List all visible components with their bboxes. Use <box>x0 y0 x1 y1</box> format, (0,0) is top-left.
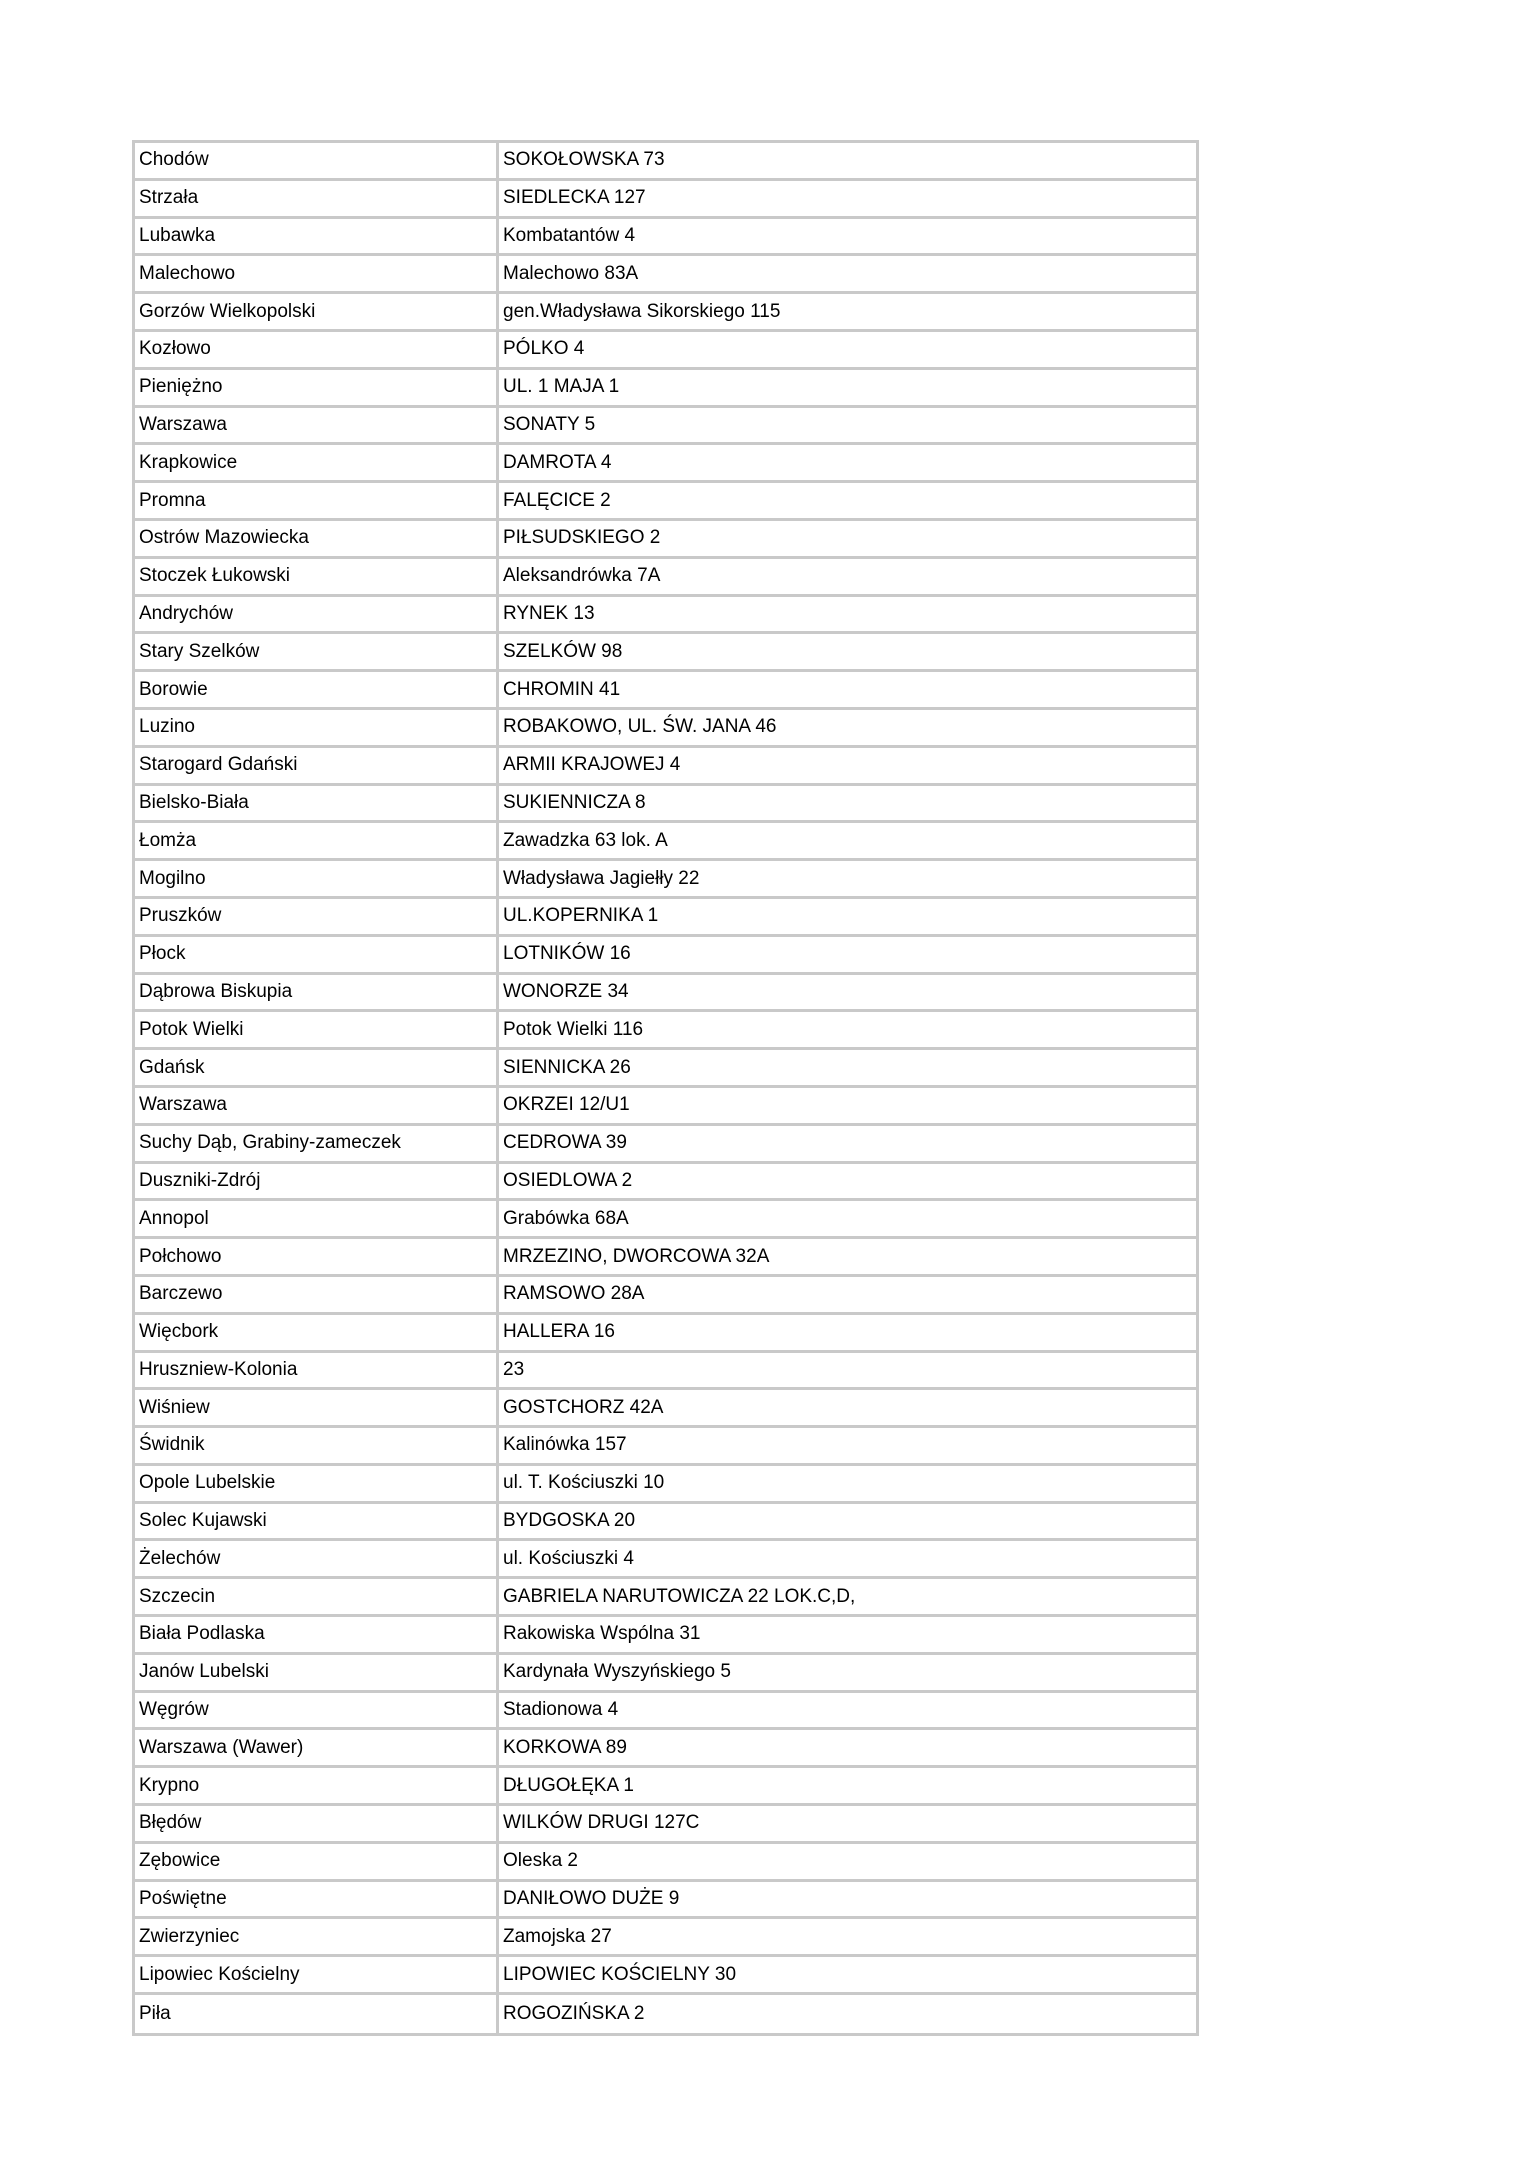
table-row <box>135 748 1196 786</box>
city-cell: Malechowo <box>135 256 499 291</box>
city-cell: Kozłowo <box>135 332 499 367</box>
table-row <box>135 1164 1196 1202</box>
table-row <box>135 975 1196 1013</box>
table-row <box>135 1428 1196 1466</box>
address-cell: gen.Władysława Sikorskiego 115 <box>503 300 781 322</box>
table-row <box>135 483 1196 521</box>
city-cell: Bielsko-Biała <box>135 786 499 821</box>
address-cell: SOKOŁOWSKA 73 <box>503 149 665 171</box>
city-cell: Więcbork <box>135 1315 499 1350</box>
city-cell: Zwierzyniec <box>135 1919 499 1954</box>
address-cell: Oleska 2 <box>503 1850 578 1872</box>
city-cell: Gdańsk <box>135 1050 499 1085</box>
address-cell: OKRZEI 12/U1 <box>503 1094 630 1116</box>
address-cell: RAMSOWO 28A <box>503 1283 645 1305</box>
table-row <box>135 1504 1196 1542</box>
address-cell: RYNEK 13 <box>503 602 595 624</box>
address-cell: Grabówka 68A <box>503 1207 629 1229</box>
city-cell: Janów Lubelski <box>135 1655 499 1690</box>
table-row <box>135 1693 1196 1731</box>
address-cell: LIPOWIEC KOŚCIELNY 30 <box>503 1963 737 1985</box>
city-cell: Warszawa <box>135 408 499 443</box>
address-cell: CEDROWA 39 <box>503 1132 627 1154</box>
city-cell: Andrychów <box>135 597 499 632</box>
address-cell: PÓLKO 4 <box>503 338 585 360</box>
address-cell: WILKÓW DRUGI 127C <box>503 1812 700 1834</box>
city-cell: Hruszniew-Kolonia <box>135 1353 499 1388</box>
address-cell: ul. Kościuszki 4 <box>503 1547 634 1569</box>
address-cell: SUKIENNICZA 8 <box>503 791 646 813</box>
city-cell: Szczecin <box>135 1579 499 1614</box>
address-cell: Kardynała Wyszyńskiego 5 <box>503 1661 731 1683</box>
address-cell: Władysława Jagiełły 22 <box>503 867 700 889</box>
city-cell: Luzino <box>135 710 499 745</box>
city-cell: Ostrów Mazowiecka <box>135 521 499 556</box>
city-cell: Gorzów Wielkopolski <box>135 294 499 329</box>
address-cell: KORKOWA 89 <box>503 1736 627 1758</box>
table-row <box>135 219 1196 257</box>
city-cell: Warszawa (Wawer) <box>135 1730 499 1765</box>
table-row <box>135 1655 1196 1693</box>
address-cell: DANIŁOWO DUŻE 9 <box>503 1888 680 1910</box>
city-cell: Annopol <box>135 1201 499 1236</box>
address-cell: SONATY 5 <box>503 413 596 435</box>
address-cell: OSIEDLOWA 2 <box>503 1169 633 1191</box>
address-cell: SZELKÓW 98 <box>503 640 623 662</box>
city-cell: Błędów <box>135 1806 499 1841</box>
table-row <box>135 1012 1196 1050</box>
address-cell: FALĘCICE 2 <box>503 489 611 511</box>
address-cell: DAMROTA 4 <box>503 451 612 473</box>
address-cell: GOSTCHORZ 42A <box>503 1396 664 1418</box>
city-cell: Warszawa <box>135 1088 499 1123</box>
table-row <box>135 1806 1196 1844</box>
table-row <box>135 823 1196 861</box>
city-cell: Krapkowice <box>135 445 499 480</box>
table-row <box>135 1239 1196 1277</box>
city-cell: Chodów <box>135 143 499 178</box>
table-row <box>135 1768 1196 1806</box>
city-cell: Starogard Gdański <box>135 748 499 783</box>
address-cell: Kombatantów 4 <box>503 224 636 246</box>
table-row <box>135 408 1196 446</box>
table-row <box>135 294 1196 332</box>
table-row <box>135 1882 1196 1920</box>
table-row <box>135 1541 1196 1579</box>
table-row <box>135 1315 1196 1353</box>
address-cell: Zawadzka 63 lok. A <box>503 829 668 851</box>
city-cell: Poświętne <box>135 1882 499 1917</box>
city-cell: Strzała <box>135 181 499 216</box>
city-cell: Wiśniew <box>135 1390 499 1425</box>
table-row <box>135 1277 1196 1315</box>
address-cell: ul. T. Kościuszki 10 <box>503 1472 665 1494</box>
table-row <box>135 1088 1196 1126</box>
table-row <box>135 332 1196 370</box>
city-cell: Płock <box>135 937 499 972</box>
address-cell: ROBAKOWO, UL. ŚW. JANA 46 <box>503 716 777 738</box>
address-cell: Stadionowa 4 <box>503 1699 619 1721</box>
table-row <box>135 597 1196 635</box>
city-cell: Piła <box>135 1995 499 2033</box>
address-cell: HALLERA 16 <box>503 1321 615 1343</box>
table-row <box>135 1730 1196 1768</box>
city-cell: Biała Podlaska <box>135 1617 499 1652</box>
address-cell: GABRIELA NARUTOWICZA 22 LOK.C,D, <box>503 1585 856 1607</box>
city-cell: Lubawka <box>135 219 499 254</box>
city-cell: Dąbrowa Biskupia <box>135 975 499 1010</box>
table-row <box>135 937 1196 975</box>
city-cell: Żelechów <box>135 1541 499 1576</box>
city-cell: Łomża <box>135 823 499 858</box>
table-row <box>135 1844 1196 1882</box>
city-cell: Pruszków <box>135 899 499 934</box>
address-cell: PIŁSUDSKIEGO 2 <box>503 527 661 549</box>
table-row <box>135 1617 1196 1655</box>
table-row <box>135 861 1196 899</box>
table-row <box>135 181 1196 219</box>
city-cell: Krypno <box>135 1768 499 1803</box>
address-cell: Zamojska 27 <box>503 1925 612 1947</box>
city-cell: Suchy Dąb, Grabiny-zameczek <box>135 1126 499 1161</box>
city-cell: Borowie <box>135 672 499 707</box>
table-row <box>135 786 1196 824</box>
address-cell: ROGOZIŃSKA 2 <box>503 2002 645 2024</box>
city-cell: Promna <box>135 483 499 518</box>
table-row <box>135 521 1196 559</box>
table-row <box>135 1201 1196 1239</box>
address-cell: MRZEZINO, DWORCOWA 32A <box>503 1245 770 1267</box>
city-cell: Solec Kujawski <box>135 1504 499 1539</box>
table-row <box>135 1050 1196 1088</box>
table-row <box>135 1126 1196 1164</box>
table-row <box>135 1579 1196 1617</box>
address-cell: WONORZE 34 <box>503 980 629 1002</box>
table-row <box>135 710 1196 748</box>
city-cell: Połchowo <box>135 1239 499 1274</box>
table-row <box>135 634 1196 672</box>
city-cell: Mogilno <box>135 861 499 896</box>
city-cell: Świdnik <box>135 1428 499 1463</box>
address-cell: SIENNICKA 26 <box>503 1056 631 1078</box>
table-row <box>135 672 1196 710</box>
address-cell: Malechowo 83A <box>503 262 639 284</box>
city-cell: Stary Szelków <box>135 634 499 669</box>
city-cell: Zębowice <box>135 1844 499 1879</box>
address-cell: UL. 1 MAJA 1 <box>503 376 620 398</box>
address-cell: Rakowiska Wspólna 31 <box>503 1623 701 1645</box>
table-row <box>135 1919 1196 1957</box>
city-cell: Duszniki-Zdrój <box>135 1164 499 1199</box>
address-cell: Kalinówka 157 <box>503 1434 627 1456</box>
city-cell: Opole Lubelskie <box>135 1466 499 1501</box>
table-row <box>135 445 1196 483</box>
address-cell: Aleksandrówka 7A <box>503 565 661 587</box>
city-cell: Stoczek Łukowski <box>135 559 499 594</box>
table-row <box>135 256 1196 294</box>
table-row <box>135 370 1196 408</box>
table-row <box>135 1466 1196 1504</box>
address-table <box>132 140 1199 2036</box>
address-cell: CHROMIN 41 <box>503 678 621 700</box>
table-row <box>135 1957 1196 1995</box>
address-cell: BYDGOSKA 20 <box>503 1510 636 1532</box>
address-cell: 23 <box>503 1358 525 1380</box>
address-cell: UL.KOPERNIKA 1 <box>503 905 659 927</box>
city-cell: Lipowiec Kościelny <box>135 1957 499 1992</box>
address-cell: SIEDLECKA 127 <box>503 187 646 209</box>
city-cell: Pieniężno <box>135 370 499 405</box>
table-row <box>135 143 1196 181</box>
city-cell: Barczewo <box>135 1277 499 1312</box>
city-cell: Potok Wielki <box>135 1012 499 1047</box>
table-row <box>135 559 1196 597</box>
table-row <box>135 1995 1196 2033</box>
address-cell: LOTNIKÓW 16 <box>503 943 631 965</box>
table-row <box>135 899 1196 937</box>
address-cell: Potok Wielki 116 <box>503 1018 644 1040</box>
address-cell: DŁUGOŁĘKA 1 <box>503 1774 634 1796</box>
city-cell: Węgrów <box>135 1693 499 1728</box>
table-row <box>135 1390 1196 1428</box>
table-row <box>135 1353 1196 1391</box>
address-cell: ARMII KRAJOWEJ 4 <box>503 754 681 776</box>
